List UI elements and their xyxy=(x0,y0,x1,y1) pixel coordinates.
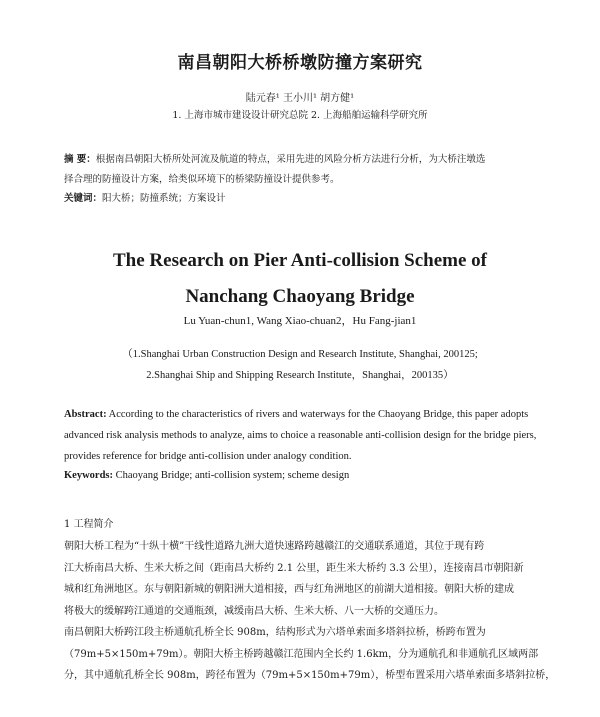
english-authors: Lu Yuan-chun1, Wang Xiao-chuan2，Hu Fang-jian1 xyxy=(183,315,417,327)
chinese-authors: 陆元春¹ 王小川¹ 胡方健¹ xyxy=(245,93,355,104)
body-line: 朝阳大桥工程为“十纵十横”干线性道路九洲大道快速路跨越赣江的交通联系通道，其位于现有跨 xyxy=(64,541,485,552)
body-line: 将极大的缓解跨江通道的交通瓶颈，减缓南昌大桥、生米大桥、八一大桥的交通压力。 xyxy=(64,605,444,617)
english-abstract xyxy=(64,404,554,467)
english-affiliation-line-1: （1.Shanghai Urban Construction Design and Research Institute, Shanghai, 200125; xyxy=(122,349,478,360)
english-title-line-2: Nanchang Chaoyang Bridge xyxy=(185,286,415,307)
chinese-affiliations: 1. 上海市城市建设设计研究总院 2. 上海船舶运输科学研究所 xyxy=(172,110,428,121)
english-keywords-label: Keywords: xyxy=(64,470,113,481)
english-affiliation-line-2: 2.Shanghai Ship and Shipping Research Institute，Shanghai，200135） xyxy=(146,370,454,381)
chinese-abstract-text-line-2: 择合理的防撞设计方案，给类似环境下的桥梁防撞设计提供参考。 xyxy=(64,174,340,185)
chinese-abstract xyxy=(64,150,544,190)
english-title-line-1: The Research on Pier Anti-collision Scheme of xyxy=(113,250,487,271)
chinese-keywords-label: 关键词： xyxy=(64,193,103,204)
chinese-abstract-text-line-1: 根据南昌朝阳大桥所处河流及航道的特点，采用先进的风险分析方法进行分析，为大桥注墩选 xyxy=(95,154,486,165)
body-line: 南昌朝阳大桥跨江段主桥通航孔桥全长 908m，结构形式为六塔单索面多塔斜拉桥，桥跨布置为 xyxy=(64,627,486,638)
english-keywords xyxy=(64,470,554,481)
english-abstract-line-2: advanced risk analysis methods to analyze, aims to choice a reasonable anti-collision design for the bridge piers, xyxy=(64,430,537,441)
body-line: 分，其中通航孔桥全长 908m，跨径布置为（79m+5×150m+79m），桥型布置采用六塔单索面多塔斜拉桥， xyxy=(64,670,556,681)
english-abstract-line-3: provides reference for bridge anti-collision under analogy condition. xyxy=(64,451,352,462)
section-1-heading: 1 工程简介 xyxy=(64,519,114,530)
english-abstract-label: Abstract: xyxy=(64,409,107,420)
body-line: 江大桥南昌大桥、生米大桥之间（距南昌大桥约 2.1 公里，距生米大桥约 3.3 公里），连接南昌市朝阳新 xyxy=(64,562,524,574)
chinese-keywords-text: 阳大桥；防撞系统；方案设计 xyxy=(102,193,226,204)
chinese-keywords xyxy=(64,190,544,204)
english-abstract-text-1: According to the characteristics of rivers and waterways for the Chaoyang Bridge, this paper adopts xyxy=(106,409,529,420)
chinese-title: 南昌朝阳大桥桥墩防撞方案研究 xyxy=(177,53,423,73)
english-keywords-text: Chaoyang Bridge; anti-collision system; scheme design xyxy=(113,470,350,481)
english-affiliations xyxy=(0,344,600,386)
body-line: （79m+5×150m+79m）。朝阳大桥主桥跨越赣江范围内全长约 1.6km，分为通航孔和非通航孔区域两部 xyxy=(64,648,539,660)
chinese-abstract-label: 摘 要： xyxy=(64,154,96,165)
section-1-body xyxy=(64,536,556,687)
body-line: 城和红角洲地区。东与朝阳新城的朝阳洲大道相接，西与红角洲地区的前湖大道相接。朝阳大桥的建成 xyxy=(64,584,514,595)
english-abstract-line-1 xyxy=(64,404,554,425)
english-title xyxy=(0,243,600,315)
